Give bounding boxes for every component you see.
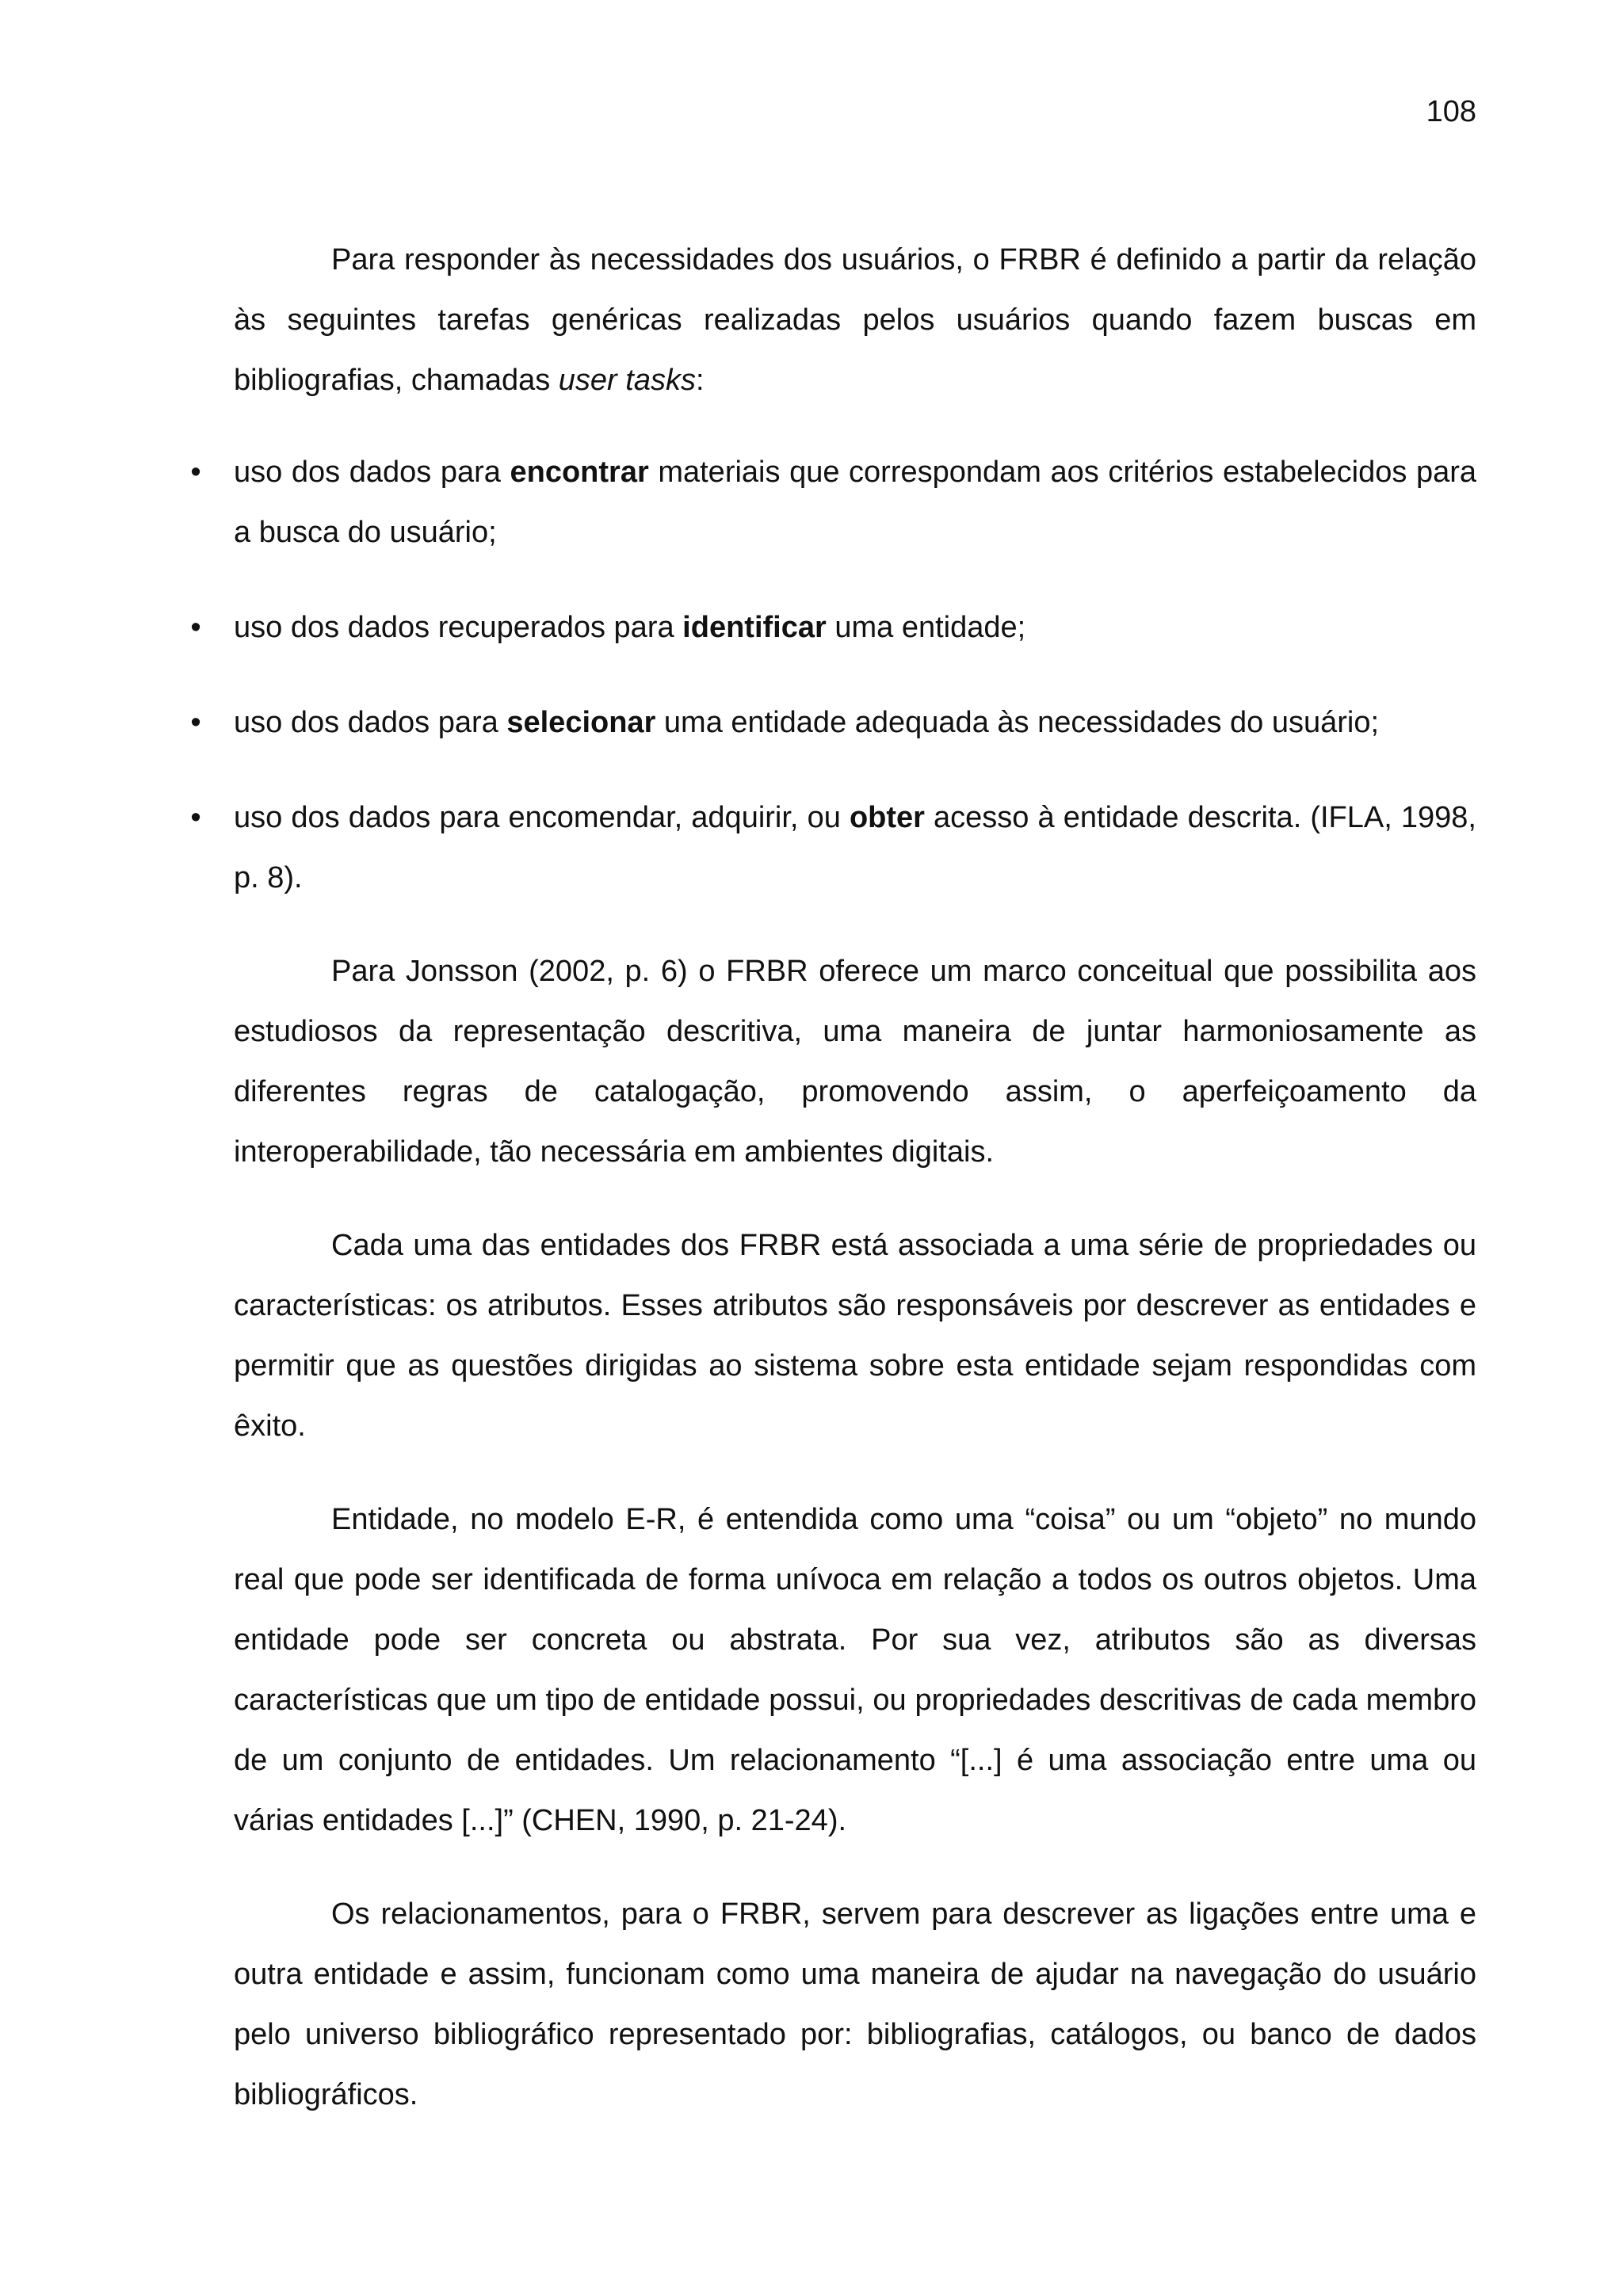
paragraph-attributes: Cada uma das entidades dos FRBR está associada a uma série de propriedades ou características: os atributos. Esses atributos são responsáveis por descrever as entidades e permitir que as questões dirigidas ao sistema sobre esta entidade sejam respondidas com êxito.	[234, 1229, 1476, 1443]
task-text-after: uma entidade adequada às necessidades do usuário;	[655, 706, 1380, 739]
list-item	[190, 692, 1476, 753]
user-tasks-term: user tasks	[558, 364, 696, 397]
page-content	[190, 230, 1477, 2125]
list-item	[190, 442, 1477, 563]
intro-colon: :	[695, 364, 705, 397]
list-item	[190, 597, 1476, 658]
bullet-icon: •	[190, 706, 201, 739]
task-text-before: uso dos dados recuperados para	[234, 611, 683, 644]
task-text-after: materiais que correspondam aos critérios estabelecidos para a busca do usuário;	[234, 456, 1477, 549]
paragraph-jonsson: Para Jonsson (2002, p. 6) o FRBR oferece um marco conceitual que possibilita aos estudiosos da representação descritiva, uma maneira de juntar harmoniosamente as diferentes regras de catalogação, promovendo assim, o aperfeiçoamento da interoperabilidade, tão necessária em ambientes digitais.	[234, 955, 1476, 1169]
user-tasks-list	[190, 442, 1477, 908]
paragraph-entity: Entidade, no modelo E-R, é entendida como uma “coisa” ou um “objeto” no mundo real que pode ser identificada de forma unívoca em relação a todos os outros objetos. Uma entidade pode ser concreta ou abstrata. Por sua vez, atributos são as diversas características que um tipo de entidade possui, ou propriedades descritivas de cada membro de um conjunto de entidades. Um relacionamento “[...] é uma associação entre uma ou várias entidades [...]” (CHEN, 1990, p. 21-24).	[234, 1503, 1476, 1837]
task-text-after: acesso à entidade descrita. (IFLA, 1998, p. 8).	[234, 801, 1476, 894]
bullet-icon: •	[190, 801, 201, 834]
task-keyword: obter	[849, 801, 925, 834]
bullet-icon: •	[190, 611, 201, 644]
intro-paragraph	[234, 230, 1476, 410]
paragraph-relationships: Os relacionamentos, para o FRBR, servem para descrever as ligações entre uma e outra entidade e assim, funcionam como uma maneira de ajudar na navegação do usuário pelo universo bibliográfico representado por: bibliografias, catálogos, ou banco de dados bibliográficos.	[234, 1897, 1476, 2111]
task-text-before: uso dos dados para encomendar, adquirir, ou	[234, 801, 850, 834]
bullet-icon: •	[190, 456, 201, 489]
page-number: 108	[1426, 95, 1476, 128]
task-keyword: encontrar	[510, 456, 649, 489]
intro-text: Para responder às necessidades dos usuários, o FRBR é definido a partir da relação às seguintes tarefas genéricas realizadas pelos usuários quando fazem buscas em bibliografias, chamadas	[234, 243, 1476, 397]
task-text-after: uma entidade;	[826, 611, 1026, 644]
task-keyword: selecionar	[506, 706, 656, 739]
task-text-before: uso dos dados para	[234, 706, 507, 739]
list-item	[190, 788, 1476, 908]
task-text-before: uso dos dados para	[234, 456, 510, 489]
task-keyword: identificar	[682, 611, 827, 644]
